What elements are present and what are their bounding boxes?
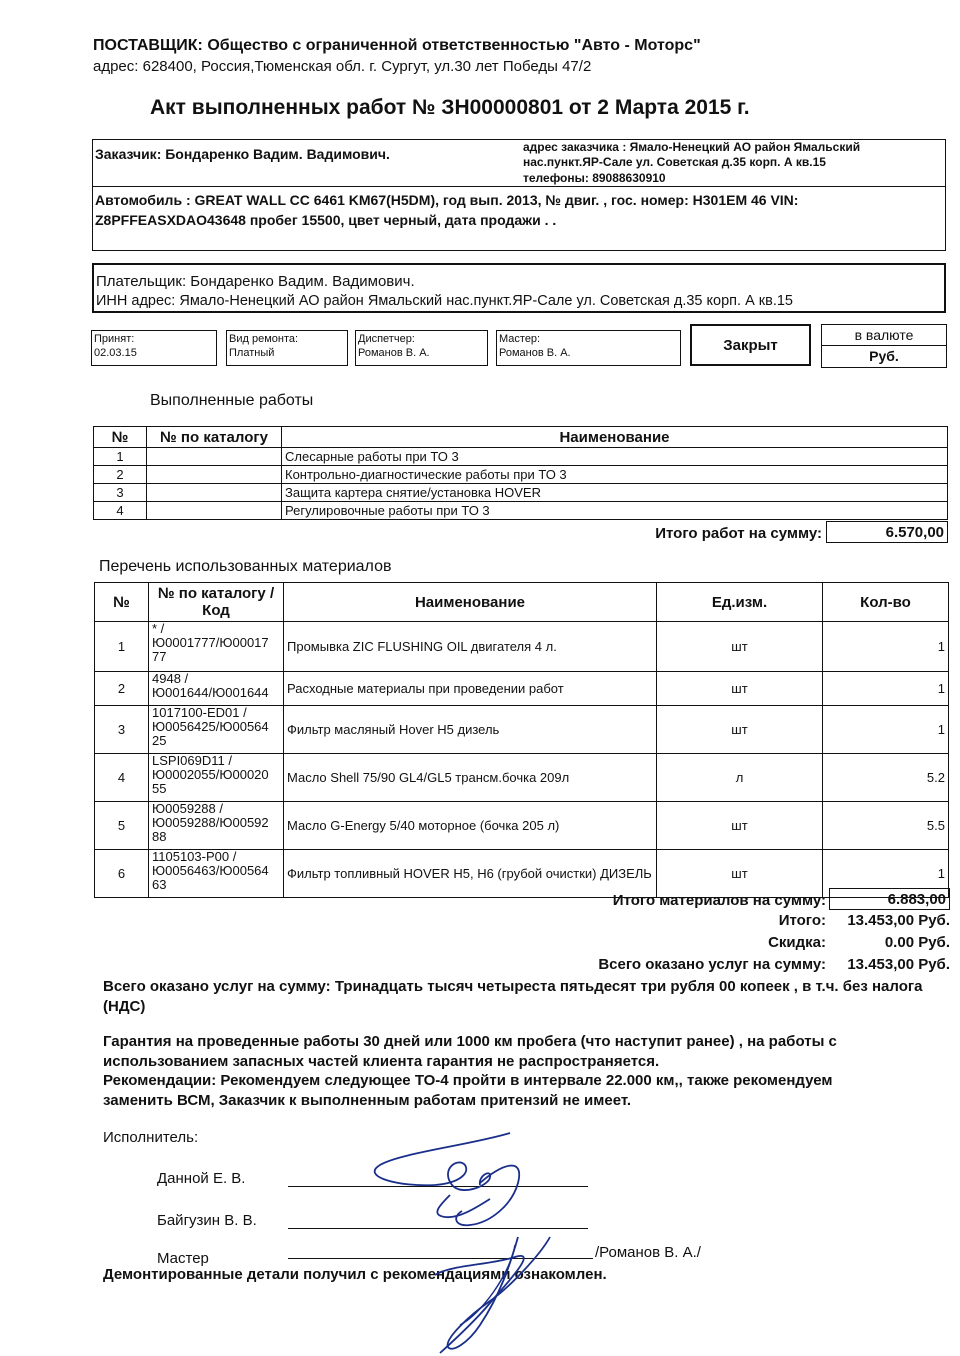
car-line2: Z8PFFEASXDAO43648 пробег 15500, цвет черный, дата продажи . . [95, 212, 557, 228]
customer-phones: телефоны: 89088630910 [523, 171, 666, 185]
master-value: Романов В. А. [499, 347, 571, 359]
materials-row-code-line: Ю0059288 / [152, 801, 223, 816]
works-row-code [147, 448, 282, 466]
materials-row-number: 5 [95, 802, 149, 850]
works-table [93, 426, 948, 520]
materials-row-code-line: 1017100-ED01 / [152, 705, 247, 720]
materials-row-number: 2 [95, 672, 149, 706]
materials-row-name: Расходные материалы при проведении работ [284, 672, 657, 706]
works-total-value: 6.570,00 [885, 524, 944, 541]
repair-type-label: Вид ремонта: [229, 333, 299, 345]
materials-row-number: 4 [95, 754, 149, 802]
materials-row-code-line: Ю0001777/Ю00017 [152, 635, 269, 650]
works-row-code [147, 484, 282, 502]
works-row-name: Защита картера снятие/установка HOVER [282, 484, 948, 502]
materials-row-qty: 1 [823, 850, 949, 898]
materials-row-number: 1 [95, 622, 149, 672]
table-row [94, 502, 948, 520]
materials-row-code-line: 88 [152, 829, 167, 844]
materials-row-name: Фильтр топливный HOVER H5, H6 (грубой очистки) ДИЗЕЛЬ [284, 850, 657, 898]
car-line1: Автомобиль : GREAT WALL CC 6461 KM67(H5DM), год вып. 2013, № двиг. , гос. номер: Н301ЕМ 46 VIN: [95, 192, 799, 208]
materials-header-qty: Кол-во [823, 583, 949, 622]
materials-table [94, 582, 949, 898]
signature-stroke [456, 1166, 519, 1226]
sum-in-words: Всего оказано услуг на сумму: Тринадцать тысяч четыреста пятьдесят три рубля 00 копеек , в т.ч. без налога (НДС) [103, 978, 923, 1015]
master-box [496, 330, 681, 366]
materials-row-qty: 1 [823, 672, 949, 706]
materials-header-row [95, 583, 949, 622]
materials-row-unit: шт [657, 706, 823, 754]
payer-line1: Плательщик: Бондаренко Вадим. Вадимович. [96, 273, 415, 290]
dispatcher-value: Романов В. А. [358, 347, 430, 359]
discount-label: Скидка: [768, 934, 826, 951]
works-row-number: 4 [94, 502, 147, 520]
works-heading: Выполненные работы [150, 392, 314, 409]
materials-row-code-line: * / [152, 621, 165, 636]
materials-row-qty: 1 [823, 622, 949, 672]
dispatcher-box [355, 330, 488, 366]
materials-row-unit: шт [657, 850, 823, 898]
table-row [95, 754, 949, 802]
grand-total-value: 13.453,00 Руб. [847, 912, 950, 929]
materials-row-unit: шт [657, 802, 823, 850]
materials-row-code-line: Ю001644/Ю001644 [152, 685, 269, 700]
materials-row-name: Промывка ZIC FLUSHING OIL двигателя 4 л. [284, 622, 657, 672]
materials-row-code-line: 55 [152, 781, 167, 796]
repair-type-box [226, 330, 348, 366]
materials-row-code-line: LSPI069D11 / [152, 753, 232, 768]
works-row-name: Регулировочные работы при ТО 3 [282, 502, 948, 520]
materials-row-name: Масло Shell 75/90 GL4/GL5 трансм.бочка 209л [284, 754, 657, 802]
works-row-number: 1 [94, 448, 147, 466]
materials-row-code-line: 77 [152, 649, 167, 664]
works-total-label: Итого работ на сумму: [655, 525, 822, 542]
parts-received-text: Демонтированные детали получил с рекомендациями ознакомлен. [103, 1266, 607, 1283]
supplier-line: ПОСТАВЩИК: Общество с ограниченной ответственностью "Авто - Моторс" [93, 37, 701, 54]
materials-row-number: 6 [95, 850, 149, 898]
materials-total-value: 6.883,00 [887, 891, 946, 908]
materials-row-number: 3 [95, 706, 149, 754]
works-header-number: № [94, 427, 147, 448]
table-row [95, 850, 949, 898]
materials-row-qty: 5.5 [823, 802, 949, 850]
customer-address-line1: адрес заказчика : Ямало-Ненецкий АО район Ямальский [523, 140, 861, 154]
currency-divider [822, 345, 946, 346]
currency-box [821, 324, 947, 368]
recommendations-text: Рекомендации: Рекомендуем следующее ТО-4 пройти в интервале 22.000 км,, также рекомендуем заменить ВСМ, Заказчик к выполненным работам притензий не имеет. [103, 1072, 833, 1109]
materials-total-box [829, 888, 950, 910]
supplier-address: адрес: 628400, Россия,Тюменская обл. г. Сургут, ул.30 лет Победы 47/2 [93, 58, 592, 75]
table-row [95, 672, 949, 706]
signer-2-name: Байгузин В. В. [157, 1212, 257, 1229]
materials-row-name: Масло G-Energy 5/40 моторное (бочка 205 л) [284, 802, 657, 850]
accepted-value: 02.03.15 [94, 347, 137, 359]
payer-line2: ИНН адрес: Ямало-Ненецкий АО район Ямальский нас.пункт.ЯР-Сале ул. Советская д.35 корп. А кв.15 [96, 293, 793, 309]
master-sign-name: /Романов В. А./ [595, 1244, 701, 1261]
customer-box [92, 139, 946, 251]
customer-divider [93, 186, 945, 187]
currency-label: в валюте [854, 327, 914, 343]
works-row-name: Слесарные работы при ТО 3 [282, 448, 948, 466]
payer-box [92, 263, 946, 313]
materials-row-qty: 5.2 [823, 754, 949, 802]
discount-value: 0.00 Руб. [884, 934, 950, 951]
status-value: Закрыт [723, 337, 778, 354]
customer-name: Заказчик: Бондаренко Вадим. Вадимович. [95, 146, 390, 162]
materials-row-code-line: 63 [152, 877, 167, 892]
signature-stroke [435, 1256, 524, 1353]
works-row-code [147, 466, 282, 484]
materials-row-unit: л [657, 754, 823, 802]
materials-row-code-line: Ю0002055/Ю00020 [152, 767, 269, 782]
services-total-value: 13.453,00 Руб. [847, 956, 950, 973]
currency-value: Руб. [869, 348, 899, 364]
works-row-number: 3 [94, 484, 147, 502]
table-row [94, 466, 948, 484]
works-row-name: Контрольно-диагностические работы при ТО 3 [282, 466, 948, 484]
works-header-catalog: № по каталогу [147, 427, 282, 448]
materials-row-unit: шт [657, 622, 823, 672]
works-row-code [147, 502, 282, 520]
works-header-row [94, 427, 948, 448]
materials-row-name: Фильтр масляный Hover H5 дизель [284, 706, 657, 754]
works-total-box [826, 521, 948, 543]
materials-row-qty: 1 [823, 706, 949, 754]
materials-row-code-line: Ю0059288/Ю00592 [152, 815, 269, 830]
signature-stroke [375, 1133, 510, 1190]
warranty-text: Гарантия на проведенные работы 30 дней или 1000 км пробега (что наступит ранее) , на работы с использованием запасных частей клиента гарантия не распространяется. [103, 1033, 837, 1070]
accepted-box [91, 330, 217, 366]
signature-stroke [437, 1195, 490, 1217]
handwritten-signature [340, 1125, 600, 1355]
document-title: Акт выполненных работ № ЗН00000801 от 2 Марта 2015 г. [150, 96, 750, 119]
dispatcher-label: Диспетчер: [358, 333, 415, 345]
table-row [94, 448, 948, 466]
master-label: Мастер: [499, 333, 541, 345]
status-box [690, 324, 811, 366]
accepted-label: Принят: [94, 333, 135, 345]
materials-header-name: Наименование [284, 583, 657, 622]
services-total-label: Всего оказано услуг на сумму: [598, 956, 826, 973]
materials-row-code-line: 1105103-P00 / [152, 849, 237, 864]
master-sign-label: Мастер [157, 1250, 209, 1267]
materials-total-label: Итого материалов на сумму: [612, 892, 826, 909]
materials-row-code-line: 4948 / [152, 671, 189, 686]
works-header-name: Наименование [282, 427, 948, 448]
repair-type-value: Платный [229, 347, 275, 359]
signer-1-name: Данной Е. В. [157, 1170, 246, 1187]
works-row-number: 2 [94, 466, 147, 484]
materials-header-catalog: № по каталогу / Код [149, 583, 284, 622]
materials-header-unit: Ед.изм. [657, 583, 823, 622]
materials-row-code-line: Ю0056425/Ю00564 [152, 719, 269, 734]
table-row [94, 484, 948, 502]
materials-row-unit: шт [657, 672, 823, 706]
grand-total-label: Итого: [778, 912, 826, 929]
table-row [95, 706, 949, 754]
table-row [95, 802, 949, 850]
materials-header-number: № [95, 583, 149, 622]
materials-row-code-line: 25 [152, 733, 167, 748]
executor-label: Исполнитель: [103, 1129, 199, 1146]
table-row [95, 622, 949, 672]
materials-heading: Перечень использованных материалов [99, 558, 392, 575]
customer-address-line2: нас.пункт.ЯР-Сале ул. Советская д.35 корп. А кв.15 [523, 155, 826, 169]
materials-row-code-line: Ю0056463/Ю00564 [152, 863, 269, 878]
